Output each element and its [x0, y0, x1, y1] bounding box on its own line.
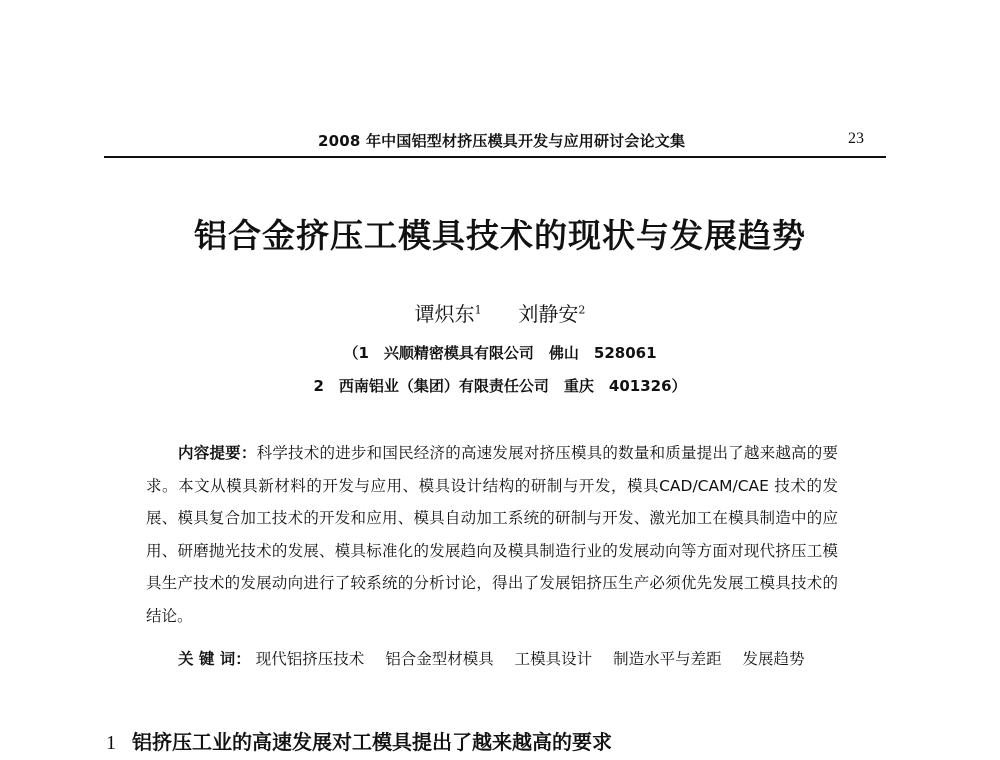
keyword: 现代铝挤压技术 [255, 650, 365, 668]
section-title: 铝挤压工业的高速发展对工模具提出了越来越高的要求 [132, 730, 612, 754]
affiliation-2: 2 西南铝业（集团）有限责任公司 重庆 401326） [313, 377, 687, 395]
section-heading [106, 726, 612, 755]
abstract-text: 科学技术的进步和国民经济的高速发展对挤压模具的数量和质量提出了越来越高的要求。本文从模具新材料的开发与应用、模具设计结构的研制与开发，模具CAD/CAM/CAE 技术的发展、模具复合加工技术的开发和应用、模具自动加工系统的研制与开发、激光加工在模具制造中的应用、研磨抛光技术的发展、模具标准化的发展趋向及模具制造行业的发展动向等方面对现代挤压工模具生产技术的发展动向进行了较系统的分析讨论，得出了发展铝挤压生产必须优先发展工模具技术的结论。 [146, 444, 838, 625]
page-number: 23 [848, 130, 864, 147]
keyword: 制造水平与差距 [613, 650, 722, 668]
abstract-label: 内容提要： [178, 444, 257, 462]
affiliation-1: （1 兴顺精密模具有限公司 佛山 528061 [343, 344, 657, 362]
running-header-title: 2008 年中国铝型材挤压模具开发与应用研讨会论文集 [318, 132, 686, 150]
author-superscript: 1 [474, 303, 482, 317]
keyword: 铝合金型材模具 [385, 650, 494, 668]
abstract [146, 437, 838, 632]
author-superscript: 2 [578, 303, 586, 317]
paper-title: 铝合金挤压工模具技术的现状与发展趋势 [194, 216, 806, 255]
author-name: 刘静安 [518, 302, 579, 326]
author-list [0, 298, 1000, 327]
keywords [146, 643, 838, 675]
header-rule [104, 156, 886, 158]
keywords-label: 关 键 词： [178, 650, 251, 668]
author-name: 谭炽东 [414, 302, 475, 326]
running-header [104, 130, 886, 154]
keyword: 工模具设计 [514, 650, 593, 668]
keyword: 发展趋势 [742, 650, 805, 668]
section-number: 1 [106, 732, 116, 754]
